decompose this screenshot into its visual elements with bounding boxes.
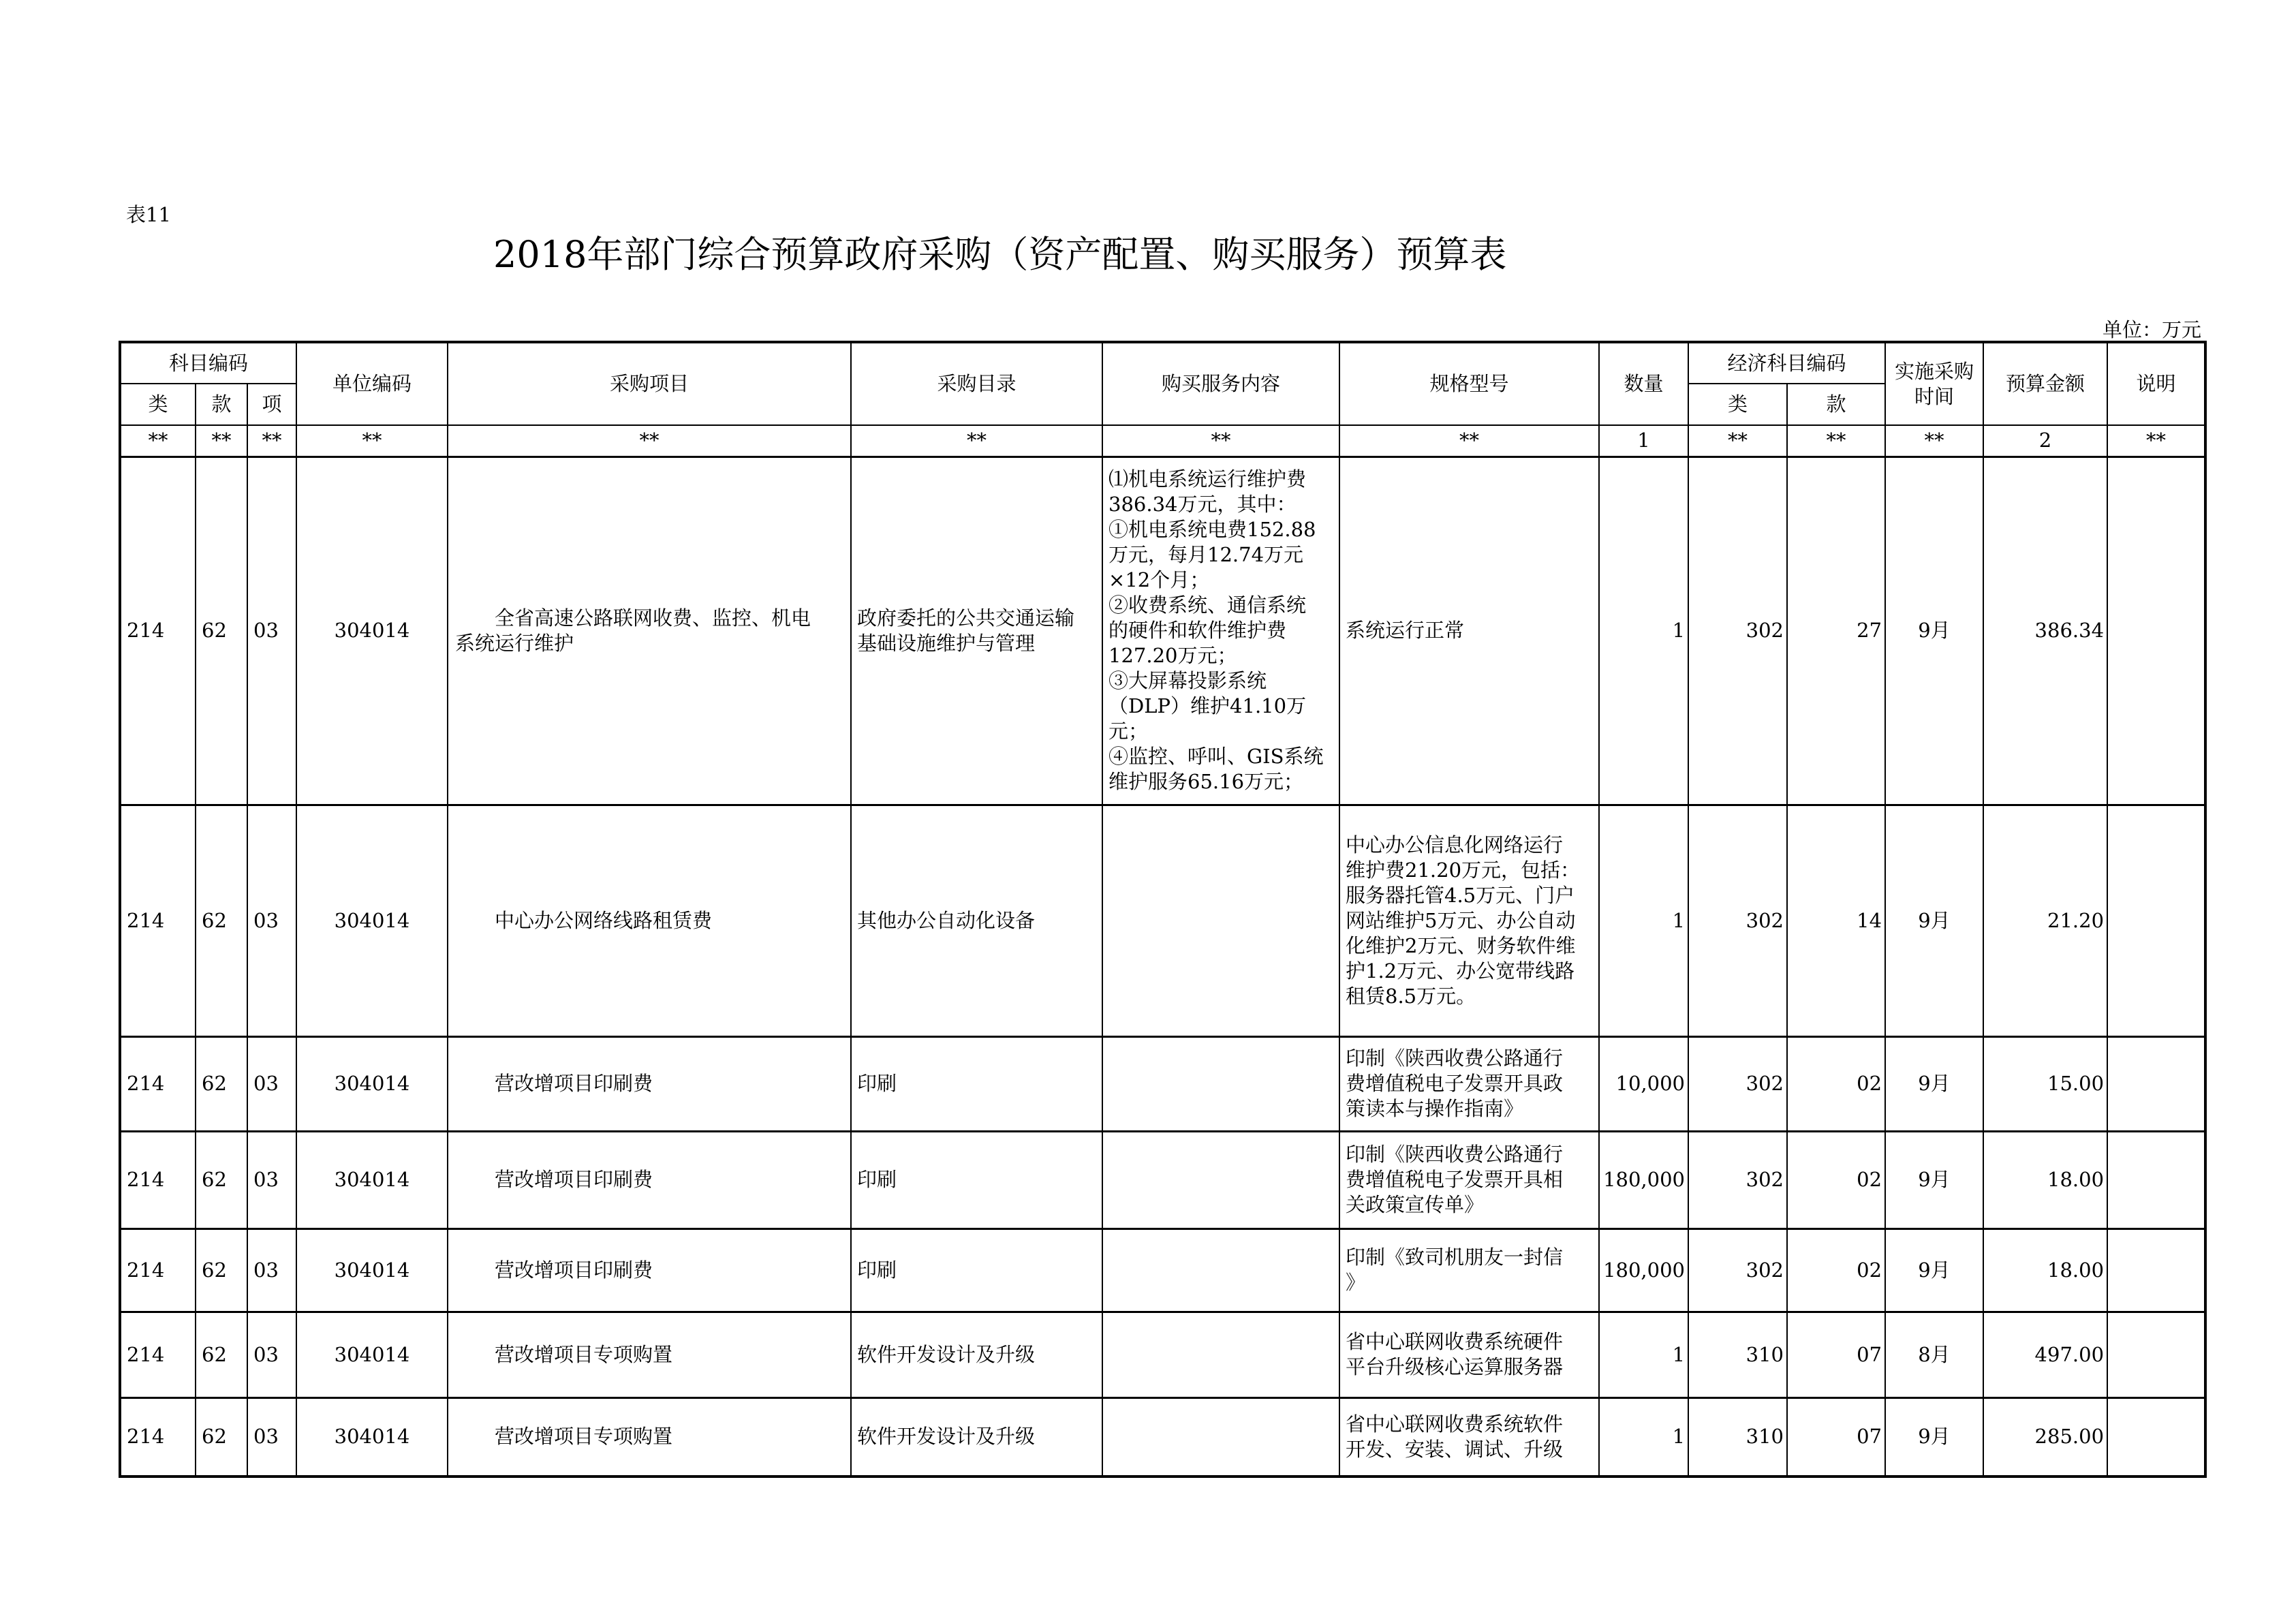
table-row — [120, 1312, 2205, 1397]
cell-subject-class: 214 — [120, 1312, 196, 1397]
cell-quantity: 1 — [1599, 1312, 1688, 1397]
cell-quantity: 180,000 — [1599, 1228, 1688, 1312]
cell-procurement-time: 9月 — [1885, 457, 1983, 805]
marker-cell: ** — [196, 425, 247, 457]
marker-cell: ** — [2107, 425, 2205, 457]
table-number-label: 表11 — [126, 203, 171, 226]
header-quantity: 数量 — [1599, 342, 1688, 425]
cell-service-content — [1102, 1036, 1339, 1131]
cell-econ-class: 310 — [1688, 1312, 1787, 1397]
header-procurement-item: 采购项目 — [448, 342, 851, 425]
cell-spec-model: 省中心联网收费系统软件 开发、安装、调试、升级 — [1339, 1397, 1599, 1477]
cell-subject-section: 62 — [196, 1131, 247, 1228]
cell-econ-class: 302 — [1688, 1036, 1787, 1131]
cell-subject-item: 03 — [247, 805, 296, 1036]
marker-cell: ** — [247, 425, 296, 457]
cell-subject-class: 214 — [120, 1036, 196, 1131]
cell-procurement-catalog: 印刷 — [851, 1131, 1102, 1228]
cell-procurement-time: 9月 — [1885, 1131, 1983, 1228]
cell-econ-section: 07 — [1787, 1312, 1885, 1397]
cell-remarks — [2107, 1131, 2205, 1228]
header-unit-code: 单位编码 — [296, 342, 448, 425]
cell-quantity: 10,000 — [1599, 1036, 1688, 1131]
cell-econ-section: 02 — [1787, 1036, 1885, 1131]
cell-procurement-item: 营改增项目印刷费 — [448, 1131, 851, 1228]
header-procurement-catalog: 采购目录 — [851, 342, 1102, 425]
cell-subject-section: 62 — [196, 1397, 247, 1477]
cell-budget-amount: 15.00 — [1983, 1036, 2107, 1131]
cell-subject-item: 03 — [247, 1228, 296, 1312]
cell-service-content — [1102, 1131, 1339, 1228]
cell-quantity: 1 — [1599, 805, 1688, 1036]
marker-cell: ** — [1102, 425, 1339, 457]
cell-unit-code: 304014 — [296, 805, 448, 1036]
header-remarks: 说明 — [2107, 342, 2205, 425]
header-procurement-time: 实施采购 时间 — [1885, 342, 1983, 425]
cell-remarks — [2107, 1397, 2205, 1477]
cell-procurement-catalog: 印刷 — [851, 1228, 1102, 1312]
table-row — [120, 805, 2205, 1036]
cell-quantity: 1 — [1599, 1397, 1688, 1477]
cell-remarks — [2107, 457, 2205, 805]
marker-cell: ** — [1885, 425, 1983, 457]
marker-cell: ** — [851, 425, 1102, 457]
cell-remarks — [2107, 1228, 2205, 1312]
cell-econ-section: 02 — [1787, 1228, 1885, 1312]
header-subject-item: 项 — [247, 384, 296, 425]
cell-service-content: ⑴机电系统运行维护费 386.34万元，其中： ①机电系统电费152.88 万元，每月12.74万元 ×12个月； ②收费系统、通信系统 的硬件和软件维护费 127.20万元； ③大屏幕投影系统 （DLP）维护41.10万 元； ④监控、呼叫、GIS系统 维护服务65.16万元； — [1102, 457, 1339, 805]
cell-budget-amount: 21.20 — [1983, 805, 2107, 1036]
cell-econ-class: 302 — [1688, 457, 1787, 805]
cell-unit-code: 304014 — [296, 457, 448, 805]
cell-subject-class: 214 — [120, 1131, 196, 1228]
cell-service-content — [1102, 805, 1339, 1036]
marker-cell: ** — [120, 425, 196, 457]
procurement-budget-table — [119, 341, 2207, 1478]
cell-service-content — [1102, 1228, 1339, 1312]
header-budget-amount: 预算金额 — [1983, 342, 2107, 425]
cell-econ-class: 302 — [1688, 1228, 1787, 1312]
cell-econ-class: 310 — [1688, 1397, 1787, 1477]
cell-procurement-catalog: 软件开发设计及升级 — [851, 1312, 1102, 1397]
cell-remarks — [2107, 805, 2205, 1036]
cell-procurement-catalog: 软件开发设计及升级 — [851, 1397, 1102, 1477]
cell-econ-class: 302 — [1688, 805, 1787, 1036]
table-row — [120, 1131, 2205, 1228]
cell-unit-code: 304014 — [296, 1397, 448, 1477]
marker-row — [120, 425, 2205, 457]
header-subject-section: 款 — [196, 384, 247, 425]
table-row — [120, 1228, 2205, 1312]
cell-service-content — [1102, 1312, 1339, 1397]
header-service-content: 购买服务内容 — [1102, 342, 1339, 425]
cell-procurement-time: 9月 — [1885, 805, 1983, 1036]
cell-procurement-item: 营改增项目专项购置 — [448, 1312, 851, 1397]
cell-procurement-catalog: 印刷 — [851, 1036, 1102, 1131]
cell-quantity: 180,000 — [1599, 1131, 1688, 1228]
cell-procurement-time: 9月 — [1885, 1397, 1983, 1477]
cell-procurement-time: 9月 — [1885, 1036, 1983, 1131]
cell-spec-model: 系统运行正常 — [1339, 457, 1599, 805]
cell-unit-code: 304014 — [296, 1036, 448, 1131]
cell-procurement-item: 全省高速公路联网收费、监控、机电 系统运行维护 — [448, 457, 851, 805]
cell-econ-class: 302 — [1688, 1131, 1787, 1228]
marker-cell: ** — [448, 425, 851, 457]
cell-econ-section: 07 — [1787, 1397, 1885, 1477]
cell-subject-class: 214 — [120, 1228, 196, 1312]
unit-label: 单位：万元 — [2102, 318, 2201, 341]
cell-procurement-item: 营改增项目印刷费 — [448, 1228, 851, 1312]
marker-cell: ** — [1688, 425, 1787, 457]
table-row — [120, 1036, 2205, 1131]
cell-subject-section: 62 — [196, 457, 247, 805]
cell-procurement-item: 营改增项目印刷费 — [448, 1036, 851, 1131]
cell-subject-item: 03 — [247, 1036, 296, 1131]
document-title: 2018年部门综合预算政府采购（资产配置、购买服务）预算表 — [493, 233, 1507, 276]
marker-cell: ** — [296, 425, 448, 457]
table-body — [120, 457, 2205, 1477]
cell-budget-amount: 386.34 — [1983, 457, 2107, 805]
cell-unit-code: 304014 — [296, 1312, 448, 1397]
cell-subject-item: 03 — [247, 1397, 296, 1477]
cell-subject-class: 214 — [120, 805, 196, 1036]
cell-budget-amount: 497.00 — [1983, 1312, 2107, 1397]
cell-spec-model: 省中心联网收费系统硬件 平台升级核心运算服务器 — [1339, 1312, 1599, 1397]
marker-cell: ** — [1339, 425, 1599, 457]
cell-budget-amount: 18.00 — [1983, 1228, 2107, 1312]
cell-subject-section: 62 — [196, 805, 247, 1036]
cell-remarks — [2107, 1036, 2205, 1131]
cell-unit-code: 304014 — [296, 1228, 448, 1312]
table-header — [120, 342, 2205, 457]
cell-procurement-time: 8月 — [1885, 1312, 1983, 1397]
cell-procurement-item: 中心办公网络线路租赁费 — [448, 805, 851, 1036]
marker-cell: 2 — [1983, 425, 2107, 457]
cell-econ-section: 02 — [1787, 1131, 1885, 1228]
header-row-1 — [120, 342, 2205, 384]
cell-budget-amount: 18.00 — [1983, 1131, 2107, 1228]
cell-procurement-item: 营改增项目专项购置 — [448, 1397, 851, 1477]
cell-unit-code: 304014 — [296, 1131, 448, 1228]
marker-cell: 1 — [1599, 425, 1688, 457]
header-subject-class: 类 — [120, 384, 196, 425]
cell-spec-model: 印制《致司机朋友一封信 》 — [1339, 1228, 1599, 1312]
cell-econ-section: 27 — [1787, 457, 1885, 805]
cell-remarks — [2107, 1312, 2205, 1397]
cell-spec-model: 印制《陕西收费公路通行 费增值税电子发票开具政 策读本与操作指南》 — [1339, 1036, 1599, 1131]
cell-subject-section: 62 — [196, 1036, 247, 1131]
cell-subject-item: 03 — [247, 457, 296, 805]
cell-procurement-catalog: 其他办公自动化设备 — [851, 805, 1102, 1036]
header-econ-code: 经济科目编码 — [1688, 342, 1885, 384]
header-econ-class: 类 — [1688, 384, 1787, 425]
cell-subject-item: 03 — [247, 1312, 296, 1397]
cell-spec-model: 中心办公信息化网络运行 维护费21.20万元，包括： 服务器托管4.5万元、门户 网站维护5万元、办公自动 化维护2万元、财务软件维 护1.2万元、办公宽带线路 租赁8.5万元。 — [1339, 805, 1599, 1036]
cell-procurement-catalog: 政府委托的公共交通运输 基础设施维护与管理 — [851, 457, 1102, 805]
header-econ-section: 款 — [1787, 384, 1885, 425]
table-row — [120, 1397, 2205, 1477]
cell-subject-section: 62 — [196, 1228, 247, 1312]
cell-econ-section: 14 — [1787, 805, 1885, 1036]
cell-subject-class: 214 — [120, 1397, 196, 1477]
cell-spec-model: 印制《陕西收费公路通行 费增值税电子发票开具相 关政策宣传单》 — [1339, 1131, 1599, 1228]
cell-quantity: 1 — [1599, 457, 1688, 805]
cell-budget-amount: 285.00 — [1983, 1397, 2107, 1477]
table-row — [120, 457, 2205, 805]
cell-subject-section: 62 — [196, 1312, 247, 1397]
header-spec-model: 规格型号 — [1339, 342, 1599, 425]
header-subject-code: 科目编码 — [120, 342, 296, 384]
cell-procurement-time: 9月 — [1885, 1228, 1983, 1312]
cell-service-content — [1102, 1397, 1339, 1477]
marker-cell: ** — [1787, 425, 1885, 457]
cell-subject-class: 214 — [120, 457, 196, 805]
cell-subject-item: 03 — [247, 1131, 296, 1228]
